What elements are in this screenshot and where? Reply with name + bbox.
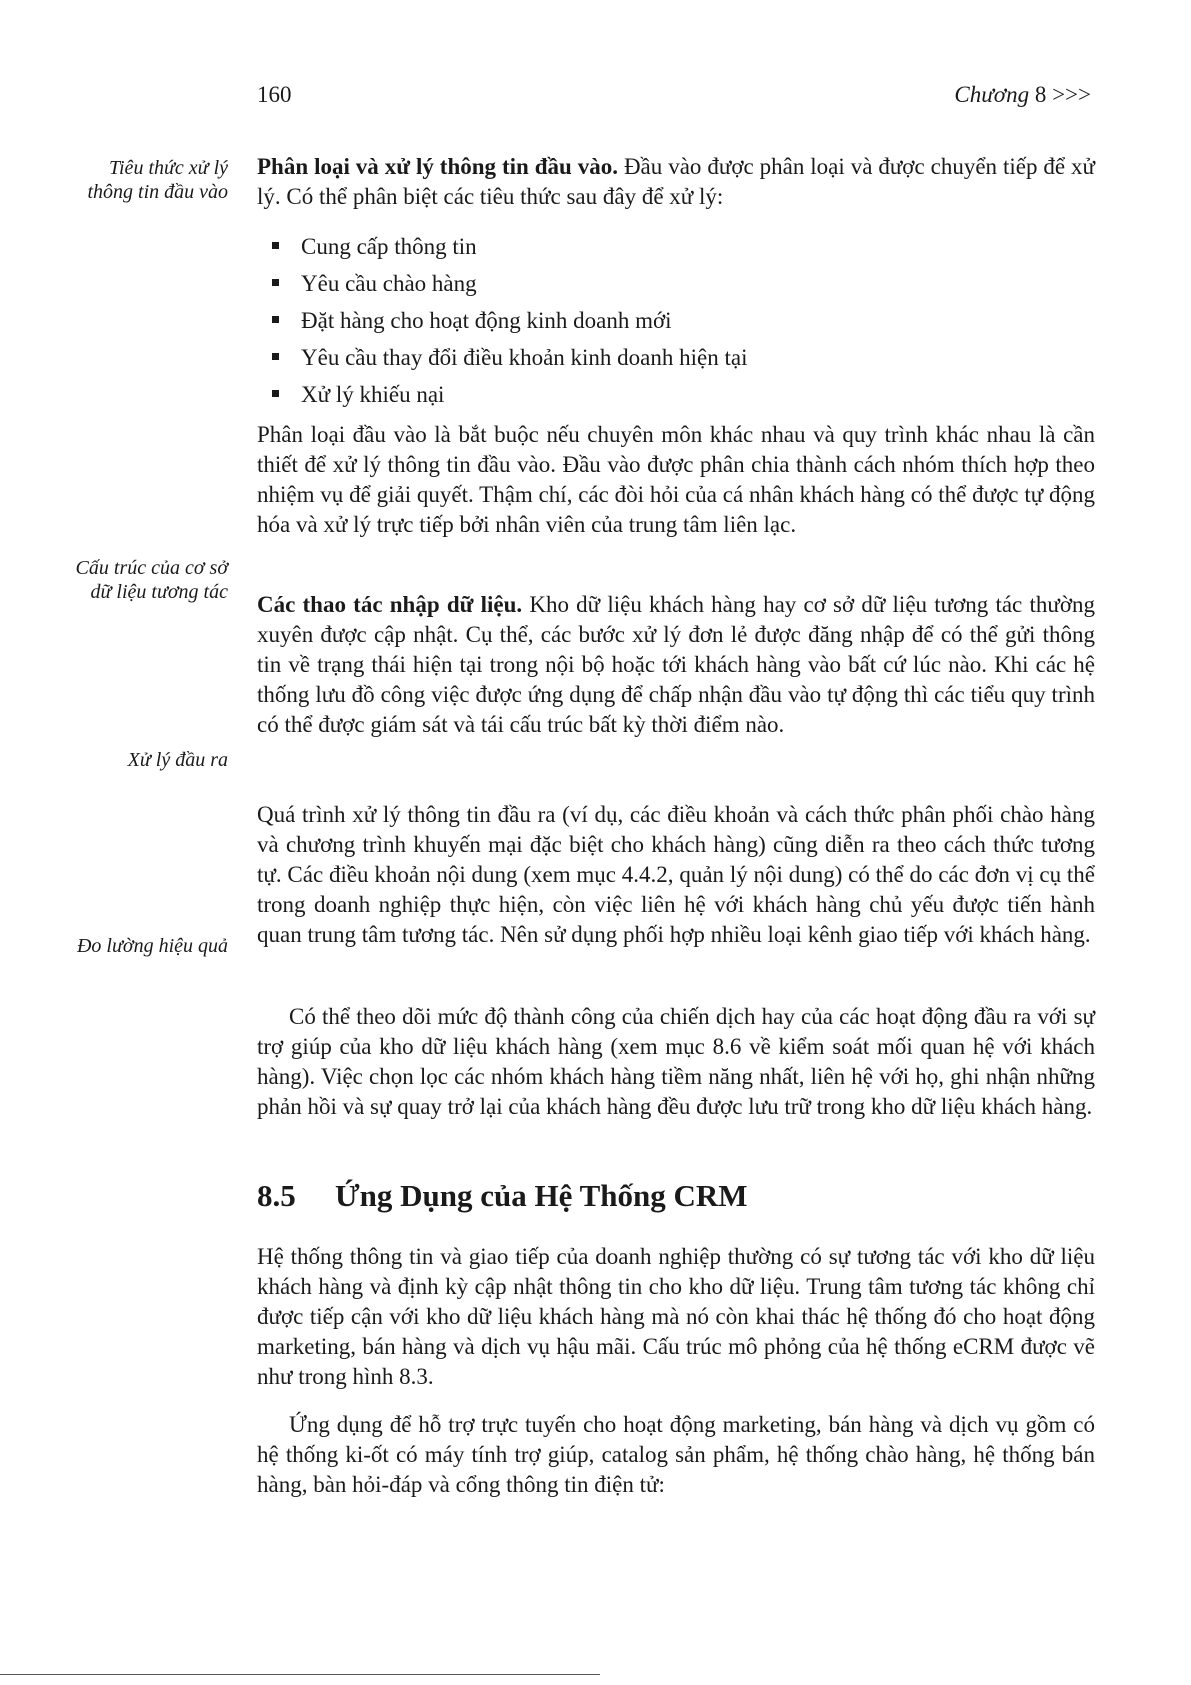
paragraph-lead: Các thao tác nhập dữ liệu. <box>257 592 523 617</box>
paragraph-text: Đầu vào được phân loại và được chuyển tiếp để xử lý. Có thể phân biệt các tiêu thức sau đây để xử lý: <box>257 154 1095 209</box>
chapter-rest: 8 >>> <box>1029 82 1091 107</box>
paragraph-measuring: Có thể theo dõi mức độ thành công của chiến dịch hay của các hoạt động đầu ra với sự trợ giúp của kho dữ liệu khách hàng (xem mục 8.6 về kiểm soát mối quan hệ với khách hàng). Việc chọn lọc các nhóm khách hàng tiềm năng nhất, liên hệ với họ, ghi nhận những phản hồi và sự quay trở lại của khách hàng đều được lưu trữ trong kho dữ liệu khách hàng. <box>257 1004 1095 1119</box>
list-item: Cung cấp thông tin <box>257 228 1095 265</box>
paragraph-lead: Phân loại và xử lý thông tin đầu vào. <box>257 154 619 179</box>
list-item: Đặt hàng cho hoạt động kinh doanh mới <box>257 302 1095 339</box>
chapter-word: Chương <box>954 82 1030 107</box>
list-item: Yêu cầu thay đổi điều khoản kinh doanh hiện tại <box>257 339 1095 376</box>
footer-divider <box>0 1674 600 1675</box>
list-item: Xử lý khiếu nại <box>257 376 1095 413</box>
paragraph-input-classification <box>257 152 1095 212</box>
margin-note-output-processing: Xử lý đầu ra <box>127 749 228 771</box>
section-heading <box>257 1178 748 1214</box>
margin-note-input-criteria: Tiêu thức xử lý thông tin đầu vào <box>87 157 228 203</box>
section-title: Ứng Dụng của Hệ Thống CRM <box>335 1178 748 1213</box>
list-item: Yêu cầu chào hàng <box>257 265 1095 302</box>
paragraph-input-grouping: Phân loại đầu vào là bắt buộc nếu chuyên môn khác nhau và quy trình khác nhau là cần thiết để xử lý thông tin đầu vào. Đầu vào được phân chia thành cách nhóm thích hợp theo nhiệm vụ để giải quyết. Thậm chí, các đòi hỏi của cá nhân khách hàng có thể được tự động hóa và xử lý trực tiếp bởi nhân viên của trung tâm liên lạc. <box>257 422 1095 537</box>
margin-note-database-structure: Cấu trúc của cơ sở dữ liệu tương tác <box>75 557 228 603</box>
paragraph-crm-applications: Ứng dụng để hỗ trợ trực tuyến cho hoạt động marketing, bán hàng và dịch vụ gồm có hệ thống ki-ốt có máy tính trợ giúp, catalog sản phẩm, hệ thống chào hàng, hệ thống bán hàng, bàn hỏi-đáp và cổng thông tin điện tử: <box>257 1412 1095 1497</box>
criteria-list <box>257 228 1095 413</box>
paragraph-data-entry <box>257 590 1095 740</box>
paragraph-output-processing: Quá trình xử lý thông tin đầu ra (ví dụ, các điều khoản và cách thức phân phối chào hàng và chương trình khuyến mại đặc biệt cho khách hàng) cũng diễn ra theo cách thức tương tự. Các điều khoản nội dung (xem mục 4.4.2, quản lý nội dung) có thể do các đơn vị cụ thể trong doanh nghiệp thực hiện, còn việc liên hệ với khách hàng chủ yếu được tiến hành quan trung tâm tương tác. Nên sử dụng phối hợp nhiều loại kênh giao tiếp với khách hàng. <box>257 802 1095 947</box>
paragraph-crm-systems: Hệ thống thông tin và giao tiếp của doanh nghiệp thường có sự tương tác với kho dữ liệu khách hàng và định kỳ cập nhật thông tin cho kho dữ liệu. Trung tâm tương tác không chỉ được tiếp cận với kho dữ liệu khách hàng mà nó còn khai thác hệ thống đó cho hoạt động marketing, bán hàng và dịch vụ hậu mãi. Cấu trúc mô phỏng của hệ thống eCRM được vẽ như trong hình 8.3. <box>257 1244 1095 1389</box>
paragraph-text: Kho dữ liệu khách hàng hay cơ sở dữ liệu tương tác thường xuyên được cập nhật. Cụ thể, các bước xử lý đơn lẻ được đăng nhập để có thể gửi thông tin về trạng thái hiện tại trong nội bộ hoặc tới khách hàng vào bất cứ lúc nào. Khi các hệ thống lưu đồ công việc được ứng dụng để chấp nhận đầu vào tự động thì các tiểu quy trình có thể được giám sát và tái cấu trúc bất kỳ thời điểm nào. <box>257 592 1095 737</box>
margin-note-measuring-effectiveness: Đo lường hiệu quả <box>76 935 228 957</box>
chapter-label <box>954 82 1091 108</box>
page-number: 160 <box>257 82 292 107</box>
section-number: 8.5 <box>257 1178 296 1213</box>
